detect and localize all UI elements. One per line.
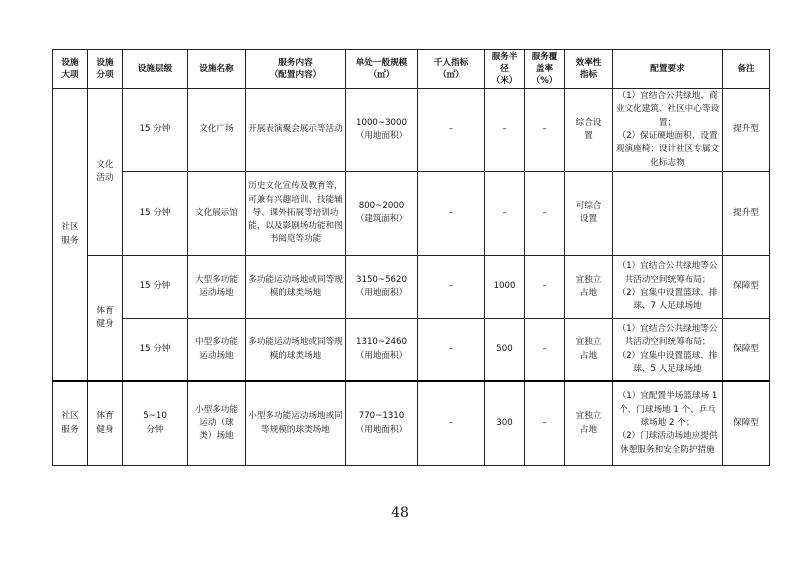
facility-name-cell: 小型多功能 运动（球 类）场地	[188, 381, 246, 465]
header-content: 服务内容 （配置内容）	[246, 50, 346, 89]
header-note: 备注	[723, 50, 770, 89]
coverage-cell: –	[525, 381, 565, 465]
facility-name-cell: 文化广场	[188, 89, 246, 172]
requirements-cell: （1）宜结合公共绿地、商业文化建筑、社区中心等设置； （2）保证硬地面积，设置观演座椅；设计社区专属文化标志物	[613, 89, 723, 172]
note-cell: 保障型	[723, 318, 770, 381]
per-thousand-cell: –	[418, 318, 485, 381]
header-subcategory: 设施 分项	[88, 50, 123, 89]
service-content-cell: 小型多功能运动场地或同等规模的球类场地	[246, 381, 346, 465]
table-row	[53, 255, 770, 318]
table-row	[53, 171, 770, 255]
coverage-cell: –	[525, 255, 565, 318]
level-cell: 15 分钟	[123, 89, 188, 172]
scale-cell: 800~2000 （建筑面积）	[346, 171, 418, 255]
header-level: 设施层级	[123, 50, 188, 89]
requirements-cell: （1）宜结合公共绿地等公共活动空间统筹布局； （2）宜集中设置篮球、排球、7 人足球场地	[613, 255, 723, 318]
efficiency-cell: 宜独立 占地	[565, 255, 613, 318]
per-thousand-cell: –	[418, 171, 485, 255]
note-cell: 保障型	[723, 255, 770, 318]
radius-cell: 1000	[485, 255, 525, 318]
efficiency-cell: 宜独立 占地	[565, 318, 613, 381]
requirements-cell	[613, 171, 723, 255]
coverage-cell: –	[525, 171, 565, 255]
table-row	[53, 89, 770, 172]
category-cell: 社区 服务	[53, 381, 88, 465]
radius-cell: –	[485, 89, 525, 172]
table-header-row	[53, 50, 770, 89]
header-efficiency: 效率性 指标	[565, 50, 613, 89]
per-thousand-cell: –	[418, 89, 485, 172]
service-content-cell: 开展表演聚会展示等活动	[246, 89, 346, 172]
level-cell: 15 分钟	[123, 318, 188, 381]
coverage-cell: –	[525, 318, 565, 381]
per-thousand-cell: –	[418, 381, 485, 465]
scale-cell: 1310~2460 （用地面积）	[346, 318, 418, 381]
efficiency-cell: 综合设 置	[565, 89, 613, 172]
note-cell: 保障型	[723, 381, 770, 465]
note-cell: 提升型	[723, 89, 770, 172]
scale-cell: 3150~5620 （用地面积）	[346, 255, 418, 318]
efficiency-cell: 宜独立 占地	[565, 381, 613, 465]
subcategory-cell: 体育 健身	[88, 381, 123, 465]
coverage-cell: –	[525, 89, 565, 172]
note-cell: 提升型	[723, 171, 770, 255]
page-number: 48	[391, 505, 409, 521]
facility-config-table	[52, 49, 770, 466]
table-row	[53, 381, 770, 465]
efficiency-cell: 可综合 设置	[565, 171, 613, 255]
scale-cell: 770~1310 （用地面积）	[346, 381, 418, 465]
level-cell: 15 分钟	[123, 255, 188, 318]
scale-cell: 1000~3000 （用地面积）	[346, 89, 418, 172]
service-content-cell: 多功能运动场地或同等规模的球类场地	[246, 318, 346, 381]
subcategory-cell: 体育 健身	[88, 255, 123, 381]
header-name: 设施名称	[188, 50, 246, 89]
service-content-cell: 历史文化宣传及教育等，可兼有兴趣培训、技能辅导、课外拓展等培训功能，以及影剧场功能和图书阅览等功能	[246, 171, 346, 255]
radius-cell: 300	[485, 381, 525, 465]
facility-name-cell: 文化展示馆	[188, 171, 246, 255]
facility-name-cell: 大型多功能 运动场地	[188, 255, 246, 318]
requirements-cell: （1）宜配置半场篮球场 1 个、门球场地 1 个、乒乓球场地 2 个； （2）门球活动场地应提供休憩服务和安全防护措施	[613, 381, 723, 465]
per-thousand-cell: –	[418, 255, 485, 318]
header-coverage: 服务覆 盖率 （%）	[525, 50, 565, 89]
header-scale: 单处一般规模 （㎡）	[346, 50, 418, 89]
header-per-thousand: 千人指标 （㎡）	[418, 50, 485, 89]
category-cell: 社区 服务	[53, 89, 88, 382]
table-row	[53, 318, 770, 381]
header-radius: 服务半 径 （米）	[485, 50, 525, 89]
level-cell: 15 分钟	[123, 171, 188, 255]
subcategory-cell: 文化 活动	[88, 89, 123, 256]
header-requirements: 配置要求	[613, 50, 723, 89]
radius-cell: –	[485, 171, 525, 255]
header-category: 设施 大项	[53, 50, 88, 89]
facility-name-cell: 中型多功能 运动场地	[188, 318, 246, 381]
service-content-cell: 多功能运动场地或同等规模的球类场地	[246, 255, 346, 318]
requirements-cell: （1）宜结合公共绿地等公共活动空间统筹布局； （2）宜集中设置篮球、排球、5 人足球场地	[613, 318, 723, 381]
level-cell: 5~10 分钟	[123, 381, 188, 465]
radius-cell: 500	[485, 318, 525, 381]
